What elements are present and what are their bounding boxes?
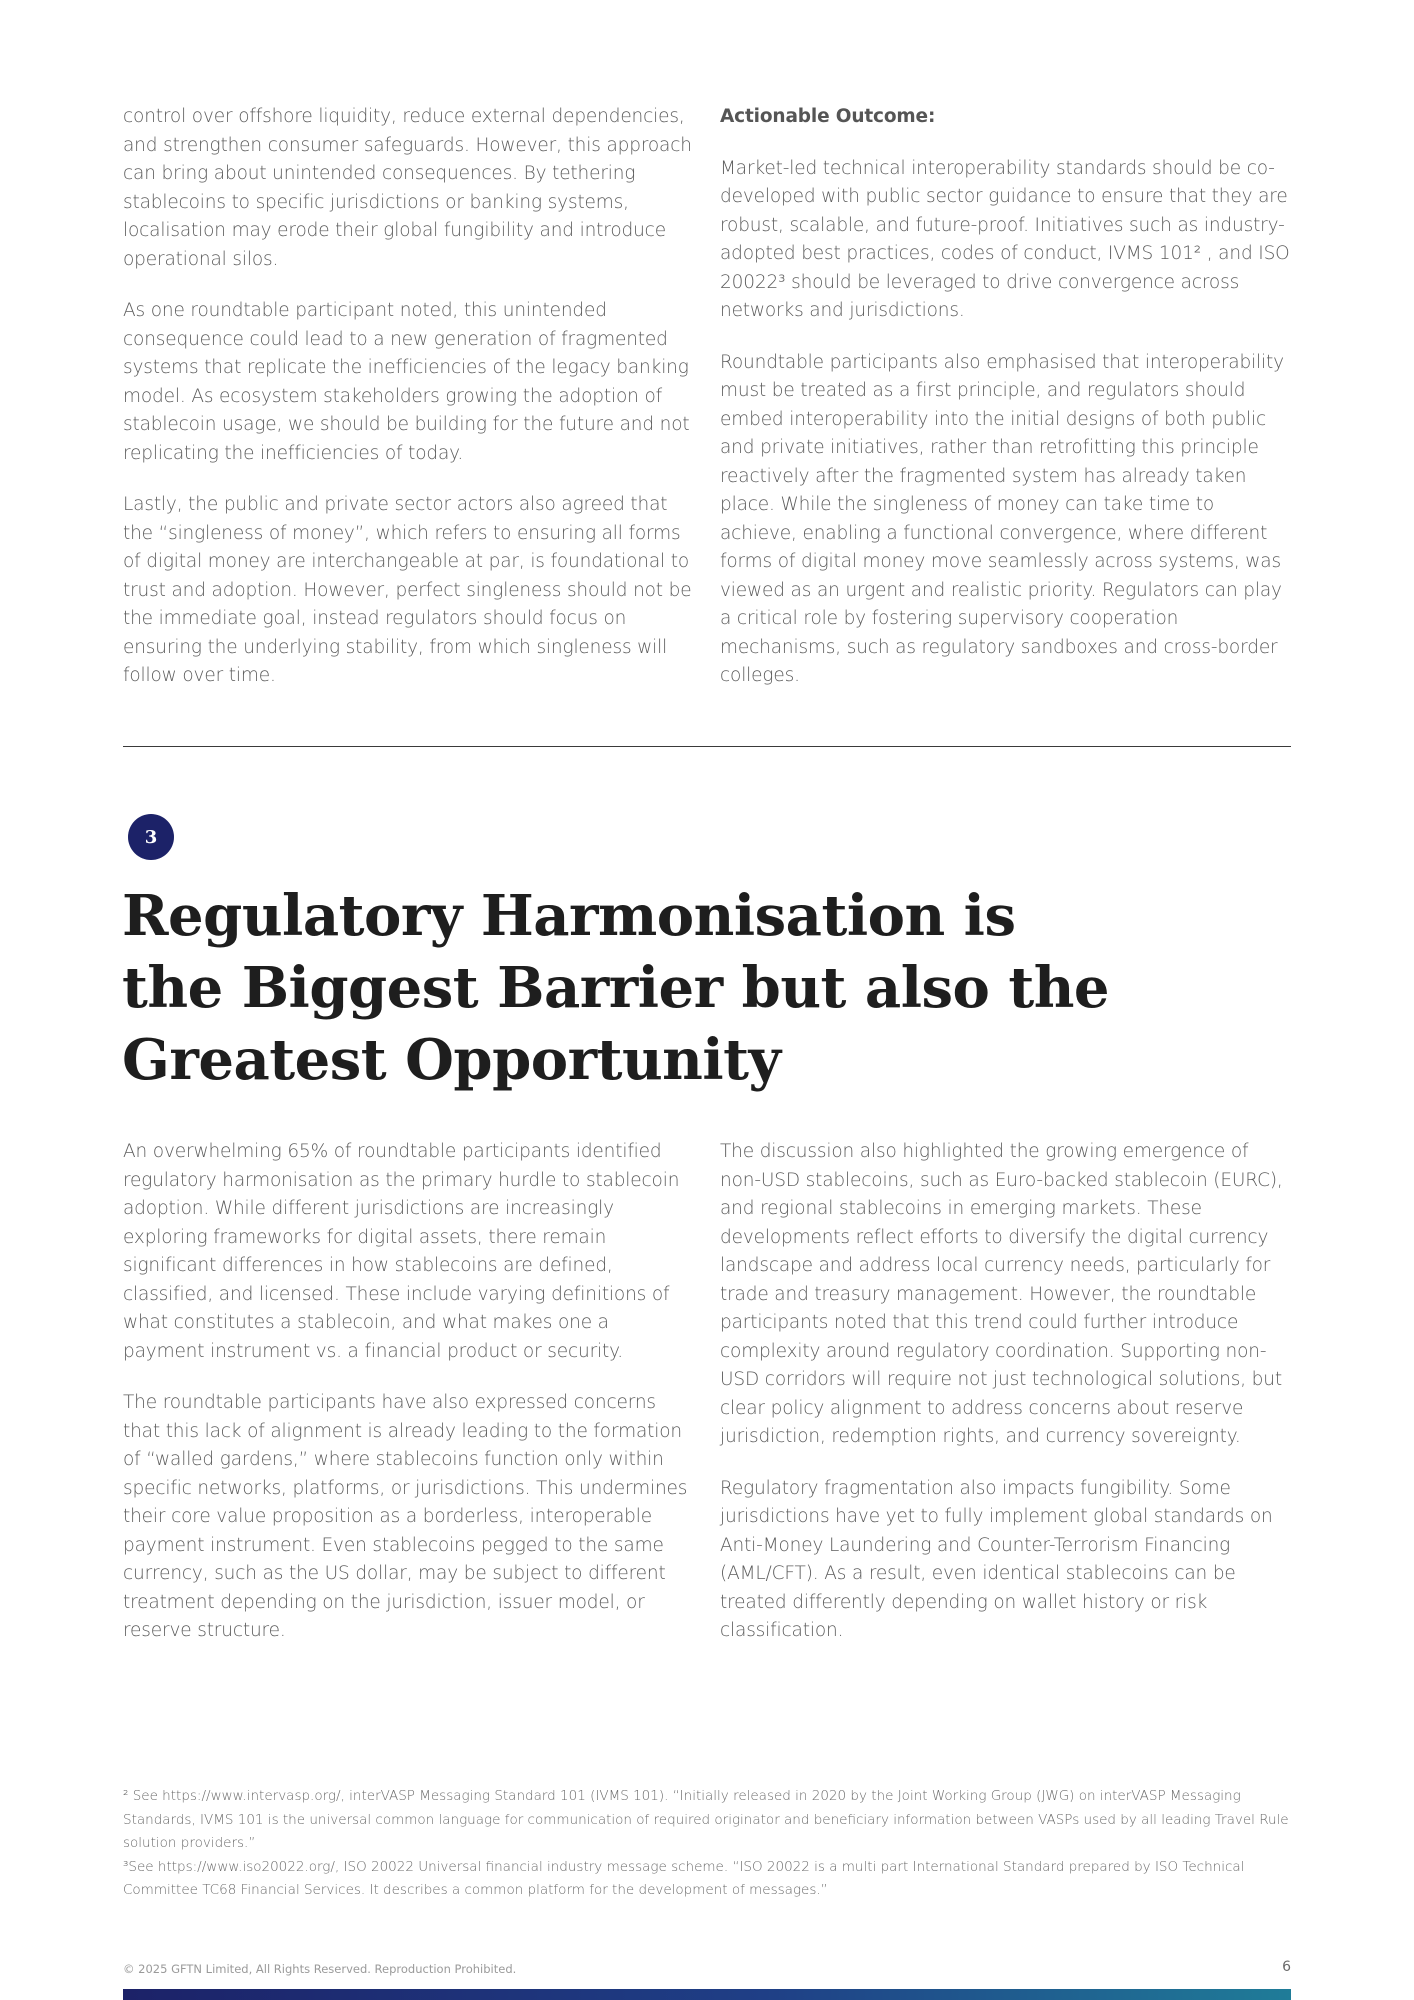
- footnote: ² See https://www.intervasp.org/, interVASP Messaging Standard 101 (IVMS 101). “Initially released in 2020 by the Joint Working Group (JWG) on interVASP Messaging Standards, IVMS 101 is the universal common language for communication of required originator and beneficiary information between VASPs used by all leading Travel Rule solution providers.”: [123, 1788, 1289, 1851]
- paragraph: The discussion also highlighted the growing emergence of non-USD stablecoins, such as Euro-backed stablecoin (EURC), and regional stablecoins in emerging markets. These developments reflect efforts to diversify the digital currency landscape and address local currency needs, particularly for trade and treasury management. However, the roundtable participants noted that this trend could further introduce complexity around regulatory coordination. Supporting non-USD corridors will require not just technological solutions, but clear policy alignment to address concerns about reserve jurisdiction, redemption rights, and currency sovereignty.: [720, 1141, 1283, 1447]
- paragraph: Lastly, the public and private sector actors also agreed that the “singleness of money”, which refers to ensuring all forms of digital money are interchangeable at par, is foundational to trust and adoption. However, perfect singleness should not be the immediate goal, instead regulators should focus on ensuring the underlying stability, from which singleness will follow over time.: [123, 494, 692, 686]
- paragraph: Market-led technical interoperability standards should be co-developed with public sector guidance to ensure that they are robust, scalable, and future-proof. Initiatives such as industry-adopted best practices, codes of conduct, IVMS 101² , and ISO 20022³ should be leveraged to drive convergence across networks and jurisdictions.: [720, 157, 1290, 321]
- paragraph: An overwhelming 65% of roundtable participants identified regulatory harmonisation as the primary hurdle to stablecoin adoption. While different jurisdictions are increasingly exploring frameworks for digital assets, there remain significant differences in how stablecoins are defined, classified, and licensed. These include varying definitions of what constitutes a stablecoin, and what makes one a payment instrument vs. a financial product or security.: [123, 1141, 680, 1362]
- section-divider: [123, 746, 1291, 747]
- title-line: Greatest Opportunity: [122, 1027, 781, 1093]
- title-line: Regulatory Harmonisation is: [122, 883, 1016, 949]
- copyright-notice: © 2025 GFTN Limited, All Rights Reserved. Reproduction Prohibited.: [123, 1962, 517, 1976]
- top-left-column: [123, 103, 695, 714]
- section-number-badge: 3: [128, 814, 174, 860]
- bottom-left-column: [123, 1138, 695, 1669]
- paragraph: The roundtable participants have also expressed concerns that this lack of alignment is already leading to the formation of “walled gardens,” where stablecoins function only within specific networks, platforms, or jurisdictions. This undermines their core value proposition as a borderless, interoperable payment instrument. Even stablecoins pegged to the same currency, such as the US dollar, may be subject to different treatment depending on the jurisdiction, issuer model, or reserve structure.: [123, 1392, 688, 1641]
- section-title: [122, 880, 1122, 1096]
- paragraph: As one roundtable participant noted, this unintended consequence could lead to a new generation of fragmented systems that replicate the inefficiencies of the legacy banking model. As ecosystem stakeholders growing the adoption of stablecoin usage, we should be building for the future and not replicating the inefficiencies of today.: [123, 300, 690, 464]
- footer-gradient-bar: [123, 1989, 1291, 2000]
- footnote: ³See https://www.iso20022.org/, ISO 20022 Universal financial industry message scheme. “ISO 20022 is a multi part International Standard prepared by ISO Technical Committee TC68 Financial Services. It describes a common platform for the development of messages.”: [123, 1858, 1245, 1898]
- title-line: the Biggest Barrier but also the: [122, 955, 1110, 1021]
- paragraph: Roundtable participants also emphasised that interoperability must be treated as a first principle, and regulators should embed interoperability into the initial designs of both public and private initiatives, rather than retrofitting this principle reactively after the fragmented system has already taken place. While the singleness of money can take time to achieve, enabling a functional convergence, where different forms of digital money move seamlessly across systems, was viewed as an urgent and realistic priority. Regulators can play a critical role by fostering supervisory cooperation mechanisms, such as regulatory sandboxes and cross-border colleges.: [720, 351, 1284, 686]
- actionable-outcome-heading: Actionable Outcome:: [720, 106, 936, 127]
- footnotes: [123, 1785, 1291, 1903]
- paragraph: control over offshore liquidity, reduce external dependencies, and strengthen consumer safeguards. However, this approach can bring about unintended consequences. By tethering stablecoins to specific jurisdictions or banking systems, localisation may erode their global fungibility and introduce operational silos.: [123, 106, 692, 270]
- bottom-right-column: [720, 1138, 1292, 1669]
- paragraph: Regulatory fragmentation also impacts fungibility. Some jurisdictions have yet to fully implement global standards on Anti-Money Laundering and Counter-Terrorism Financing (AML/CFT). As a result, even identical stablecoins can be treated differently depending on wallet history or risk classification.: [720, 1477, 1273, 1641]
- page-number: 6: [1282, 1959, 1291, 1975]
- top-right-column: [720, 103, 1292, 714]
